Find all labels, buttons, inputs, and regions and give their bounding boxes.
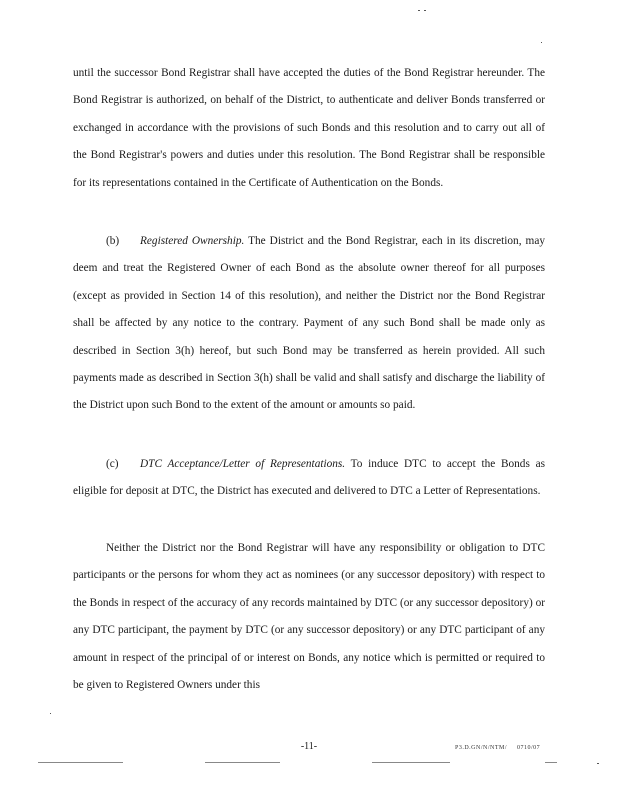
paragraph-dtc-acceptance [73,451,545,506]
page-number: -11- [300,741,318,752]
paragraph-dtc-responsibility: Neither the District nor the Bond Registrar will have any responsibility or obligation to DTC participants or the persons for whom they act as nominees (or any successor depository) with respect to the Bonds in respect of the accuracy of any records maintained by DTC (or any successor depository) or any DTC participant, the payment by DTC (or any successor depository) or any DTC participant of any amount in respect of the principal of or interest on Bonds, any notice which is permitted or required to be given to Registered Owners under this [73,542,545,692]
section-heading-dtc-acceptance: DTC Acceptance/Letter of Representations. [140,458,346,470]
scan-speck [424,10,426,11]
section-label-c: (c) [106,458,119,470]
scan-speck [50,713,51,714]
section-label-b: (b) [106,235,120,247]
scan-speck [418,10,420,11]
registered-ownership-text: The District and the Bond Registrar, each in its discretion, may deem and treat the Registered Owner of each Bond as the absolute owner thereof for all purposes (except as provided in Section 14 of this resolution), and neither the District nor the Bond Registrar shall be affected by any notice to the contrary. Payment of any such Bond shall be made only as described in Section 3(h) hereof, but such Bond may be transferred as herein provided. All such payments made as described in Section 3(h) shall be valid and shall satisfy and discharge the liability of the District upon such Bond to the extent of the amount or amounts so paid. [73,235,545,412]
scan-speck [541,42,542,43]
paragraph-registered-ownership [73,228,545,420]
scan-artifact-line [545,762,557,763]
section-heading-registered-ownership: Registered Ownership. [140,235,245,247]
scan-artifact-line [205,762,280,763]
paragraph-bond-registrar-duties: until the successor Bond Registrar shall have accepted the duties of the Bond Registrar hereunder. The Bond Registrar is authorized, on behalf of the District, to authenticate and deliver Bonds transferred or exchanged in accordance with the provisions of such Bonds and this resolution and to carry out all of the Bond Registrar's powers and duties under this resolution. The Bond Registrar shall be responsible for its representations contained in the Certificate of Authentication on the Bonds. [73,67,545,189]
scan-speck [597,763,599,764]
document-code: P3.D.GN/N/NTM/ [455,745,508,751]
scan-artifact-line [372,762,450,763]
scan-artifact-line [38,762,123,763]
dtc-acceptance-text: To induce DTC to accept the Bonds as eligible for deposit at DTC, the District has executed and delivered to DTC a Letter of Representations. [73,458,545,498]
document-date-code: 0710/07 [517,745,541,751]
